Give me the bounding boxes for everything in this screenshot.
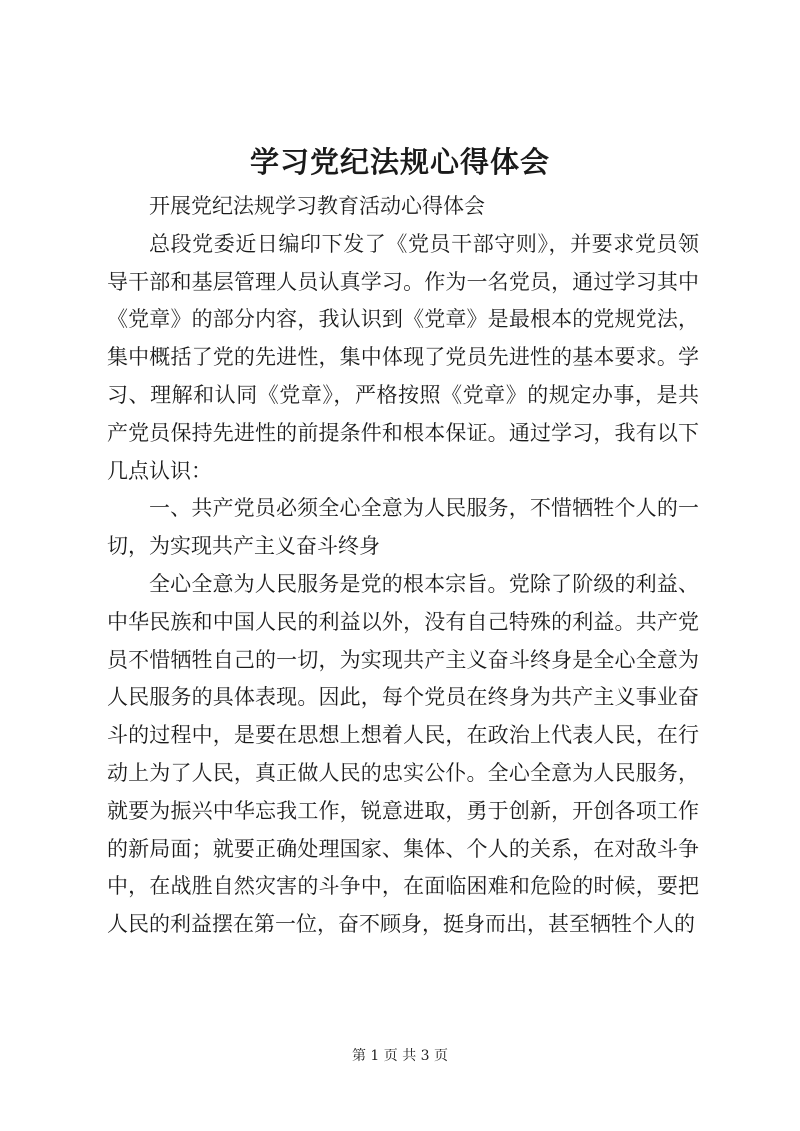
document-body bbox=[107, 188, 699, 944]
section-heading-paragraph: 一、共产党员必须全心全意为人民服务，不惜牺牲个人的一切，为实现共产主义奋斗终身 bbox=[107, 496, 699, 559]
body-paragraph: 总段党委近日编印下发了《党员干部守则》，并要求党员领导干部和基层管理人员认真学习。作为一名党员，通过学习其中《党章》的部分内容，我认识到《党章》是最根本的党规党法，集中概括了党的先进性，集中体现了党员先进性的基本要求。学习、理解和认同《党章》，严格按照《党章》的规定办事，是共产党员保持先进性的前提条件和根本保证。通过学习，我有以下几点认识： bbox=[107, 231, 699, 483]
body-paragraph: 全心全意为人民服务是党的根本宗旨。党除了阶级的利益、中华民族和中国人民的利益以外，没有自己特殊的利益。共产党员不惜牺牲自己的一切，为实现共产主义奋斗终身是全心全意为人民服务的具体表现。因此，每个党员在终身为共产主义事业奋斗的过程中，是要在思想上想着人民，在政治上代表人民，在行动上为了人民，真正做人民的忠实公仆。全心全意为人民服务，就要为振兴中华忘我工作，锐意进取，勇于创新，开创各项工作的新局面；就要正确处理国家、集体、个人的关系，在对敌斗争中，在战胜自然灾害的斗争中，在面临困难和危险的时候，要把人民的利益摆在第一位，奋不顾身，挺身而出，甚至牺牲个人的 bbox=[107, 571, 699, 937]
subtitle-paragraph: 开展党纪法规学习教育活动心得体会 bbox=[149, 194, 485, 218]
document-title: 学习党纪法规心得体会 bbox=[249, 145, 550, 179]
page-number-footer: 第 1 页 共 3 页 bbox=[351, 1048, 449, 1064]
